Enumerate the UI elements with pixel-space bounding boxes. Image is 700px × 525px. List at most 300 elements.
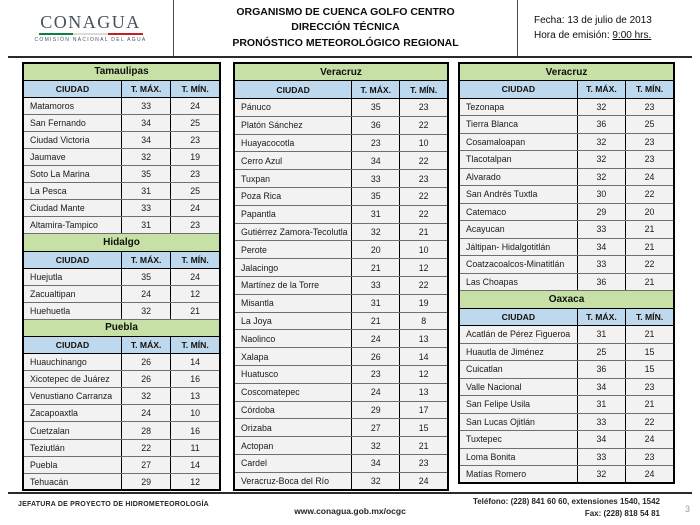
table-row [459,448,674,466]
city-cell: Misantla [234,294,352,312]
tmax-cell: 35 [352,99,400,117]
table-row [23,97,220,114]
tmin-cell: 8 [400,312,448,330]
tmin-cell: 13 [171,388,220,405]
column-header-row [23,251,220,268]
table-row [459,186,674,204]
table-row [234,134,448,152]
table-row [234,437,448,455]
table-row [234,455,448,473]
tmax-cell: 32 [577,133,625,151]
tmin-cell: 19 [171,148,220,165]
table-row [234,419,448,437]
city-cell: San Fernando [23,114,122,131]
tmin-cell: 21 [626,221,674,239]
table-row [23,388,220,405]
table-row [234,472,448,490]
city-cell: Cardel [234,455,352,473]
title-line-3: PRONÓSTICO METEOROLÓGICO REGIONAL [232,36,459,49]
city-cell: Tehuacán [23,473,122,490]
city-cell: Martínez de la Torre [234,277,352,295]
city-cell: Coatzacoalcos-Minatitlán [459,256,577,274]
city-cell: San Felipe Usila [459,396,577,414]
city-cell: Huehuetla [23,302,122,319]
city-cell: Acayucan [459,221,577,239]
tmax-cell: 31 [352,205,400,223]
table-row [23,148,220,165]
tmax-cell: 24 [122,405,171,422]
tmin-cell: 23 [626,378,674,396]
city-cell: Xalapa [234,348,352,366]
city-cell: Actopan [234,437,352,455]
tmin-cell: 13 [400,330,448,348]
table-row [23,114,220,131]
table-row [23,131,220,148]
city-cell: Cuetzalan [23,422,122,439]
column-header-row [459,308,674,326]
tmax-cell: 33 [352,277,400,295]
city-cell: Acatlán de Pérez Figueroa [459,326,577,344]
flag-stripe-icon [39,33,143,35]
tmax-cell: 24 [352,330,400,348]
city-cell: Huejutla [23,268,122,285]
tmin-cell: 24 [171,200,220,217]
tmin-cell: 23 [400,455,448,473]
tmax-cell: 35 [352,188,400,206]
tmax-cell: 32 [577,466,625,484]
tmax-cell: 33 [122,200,171,217]
city-cell: Tuxpan [234,170,352,188]
tmin-cell: 24 [400,472,448,490]
column-header-row [234,81,448,99]
tmin-cell: 12 [171,473,220,490]
tmin-column-header: T. MÍN. [171,251,220,268]
table-row [23,285,220,302]
table-row [23,166,220,183]
tmax-cell: 26 [352,348,400,366]
city-cell: Tierra Blanca [459,116,577,134]
tmax-cell: 33 [577,221,625,239]
footer-phone: Teléfono: (228) 841 60 60, extensiones 1540, 1542 [472,497,660,506]
table-row [23,302,220,319]
city-cell: Loma Bonita [459,448,577,466]
state-band-row [23,234,220,251]
city-cell: Catemaco [459,203,577,221]
tmin-cell: 21 [626,326,674,344]
column-header-row [23,80,220,97]
tmax-cell: 32 [352,223,400,241]
tmax-cell: 33 [577,413,625,431]
tmax-cell: 32 [122,148,171,165]
table-row [459,378,674,396]
city-cell: Platón Sánchez [234,116,352,134]
table-row [234,259,448,277]
city-column-header: CIUDAD [459,81,577,99]
state-band-row [23,63,220,80]
table-row [459,466,674,484]
logo-wordmark: CONAGUA [40,12,141,32]
issue-time-label: Hora de emisión: [534,30,613,41]
tmax-cell: 32 [577,98,625,116]
tmin-cell: 14 [400,348,448,366]
state-header: Tamaulipas [23,63,220,80]
tmax-column-header: T. MÁX. [122,251,171,268]
tmin-cell: 25 [171,114,220,131]
tmax-column-header: T. MÁX. [122,337,171,354]
tmin-cell: 22 [400,188,448,206]
tmax-cell: 36 [577,116,625,134]
tmax-cell: 36 [577,273,625,291]
footer-website: www.conagua.gob.mx/ocgc [294,506,406,516]
tmax-cell: 27 [352,419,400,437]
city-cell: Zacualtipan [23,285,122,302]
table-row [23,456,220,473]
tmax-cell: 34 [352,455,400,473]
tmin-column-header: T. MÍN. [626,308,674,326]
tmin-cell: 14 [171,354,220,371]
tmin-column-header: T. MÍN. [626,81,674,99]
tmax-cell: 29 [122,473,171,490]
table-row [459,256,674,274]
table-row [234,366,448,384]
state-band-row [459,63,674,81]
flag-white-segment [73,33,108,35]
footer-divider-rule [8,492,692,494]
tmax-cell: 34 [122,131,171,148]
city-cell: Matías Romero [459,466,577,484]
table-row [23,439,220,456]
city-cell: Soto La Marina [23,166,122,183]
forecast-table [233,62,449,491]
table-row [459,98,674,116]
state-header: Veracruz [234,63,448,81]
tmin-cell: 24 [626,168,674,186]
city-cell: San Andrés Tuxtla [459,186,577,204]
issue-date: Fecha: 13 de julio de 2013 [534,14,652,26]
tmax-cell: 23 [352,134,400,152]
table-row [459,133,674,151]
tmin-cell: 21 [626,273,674,291]
city-cell: Tlacotalpan [459,151,577,169]
tmax-cell: 31 [352,294,400,312]
state-header: Puebla [23,319,220,336]
city-cell: San Lucas Ojitlán [459,413,577,431]
tmax-cell: 24 [122,285,171,302]
footer-fax: Fax: (228) 818 54 81 [584,508,660,518]
city-cell: Jalacingo [234,259,352,277]
city-cell: Tuxtepec [459,431,577,449]
city-column-header: CIUDAD [23,80,122,97]
tmin-cell: 20 [626,203,674,221]
city-column-header: CIUDAD [23,337,122,354]
tmax-cell: 32 [122,302,171,319]
tmax-cell: 20 [352,241,400,259]
city-cell: Jáltipan- Hidalgotitlán [459,238,577,256]
city-cell: Veracruz-Boca del Río [234,472,352,490]
city-cell: Matamoros [23,97,122,114]
table-row [459,238,674,256]
tmin-cell: 21 [400,437,448,455]
tmax-cell: 34 [352,152,400,170]
tmin-cell: 24 [171,268,220,285]
tmin-cell: 22 [626,413,674,431]
document-header [8,0,692,56]
city-cell: Huauchinango [23,354,122,371]
tmin-cell: 23 [626,151,674,169]
city-cell: Altamira-Tampico [23,217,122,234]
city-cell: Poza Rica [234,188,352,206]
column-header-row [23,337,220,354]
tmax-column-header: T. MÁX. [122,80,171,97]
tmax-cell: 34 [122,114,171,131]
city-cell: Ciudad Victoria [23,131,122,148]
table-row [459,273,674,291]
state-band-row [234,63,448,81]
tmin-cell: 25 [626,116,674,134]
table-row [234,223,448,241]
forecast-column-1 [22,62,221,491]
forecast-table [22,62,221,491]
column-header-row [459,81,674,99]
tmax-cell: 34 [577,238,625,256]
table-row [459,168,674,186]
table-row [459,413,674,431]
tmin-cell: 24 [171,97,220,114]
tmin-cell: 15 [626,343,674,361]
table-row [234,170,448,188]
flag-red-segment [108,33,143,35]
tmin-cell: 22 [626,256,674,274]
state-header: Hidalgo [23,234,220,251]
tmax-cell: 25 [577,343,625,361]
tmax-cell: 36 [577,361,625,379]
tmin-cell: 14 [171,456,220,473]
city-column-header: CIUDAD [459,308,577,326]
tmax-cell: 33 [352,170,400,188]
tmax-cell: 26 [122,371,171,388]
tmin-cell: 23 [626,133,674,151]
tmin-cell: 13 [400,383,448,401]
footer-department: JEFATURA DE PROYECTO DE HIDROMETEOROLOGÍA [18,501,209,508]
tmin-cell: 22 [400,205,448,223]
tmin-cell: 12 [400,366,448,384]
tmax-cell: 28 [122,422,171,439]
city-cell: Xicotepec de Juárez [23,371,122,388]
tmax-cell: 21 [352,312,400,330]
city-cell: Perote [234,241,352,259]
city-cell: Huatusco [234,366,352,384]
tmax-cell: 33 [577,448,625,466]
tmax-cell: 21 [352,259,400,277]
city-cell: Cuicatlan [459,361,577,379]
table-row [23,354,220,371]
tmax-cell: 22 [122,439,171,456]
tmin-cell: 10 [400,241,448,259]
tmax-cell: 30 [577,186,625,204]
table-row [234,277,448,295]
tmin-cell: 22 [626,186,674,204]
table-row [234,152,448,170]
header-divider-rule [8,56,692,58]
tmax-cell: 24 [352,383,400,401]
footer-contact [473,496,660,519]
tmin-cell: 15 [400,419,448,437]
tmin-cell: 23 [626,98,674,116]
tmin-cell: 17 [400,401,448,419]
city-cell: La Pesca [23,183,122,200]
tmin-cell: 22 [400,152,448,170]
table-row [459,326,674,344]
city-cell: Gutiérrez Zamora-Tecolutla [234,223,352,241]
tmin-cell: 10 [400,134,448,152]
tmax-cell: 27 [122,456,171,473]
tmax-cell: 33 [577,256,625,274]
city-cell: Huayacocotla [234,134,352,152]
table-row [234,312,448,330]
flag-green-segment [39,33,74,35]
tmax-cell: 32 [352,437,400,455]
city-cell: Coscomatepec [234,383,352,401]
city-cell: Pánuco [234,99,352,117]
city-cell: Papantla [234,205,352,223]
city-column-header: CIUDAD [23,251,122,268]
tmax-cell: 23 [352,366,400,384]
tmax-cell: 33 [122,97,171,114]
table-row [234,188,448,206]
tmax-cell: 31 [577,326,625,344]
state-band-row [23,319,220,336]
table-row [459,116,674,134]
logo-subtitle: COMISIÓN NACIONAL DEL AGUA [34,37,147,43]
table-row [23,268,220,285]
city-cell: Alvarado [459,168,577,186]
tmax-cell: 26 [122,354,171,371]
tmax-cell: 35 [122,166,171,183]
tmin-cell: 24 [626,466,674,484]
table-row [459,396,674,414]
tmax-cell: 32 [122,388,171,405]
tmax-cell: 31 [577,396,625,414]
tmin-cell: 23 [171,131,220,148]
table-row [234,401,448,419]
city-cell: Huautla de Jiménez [459,343,577,361]
issue-info [518,0,692,56]
city-cell: Cosamaloapan [459,133,577,151]
table-row [234,330,448,348]
tmin-column-header: T. MÍN. [171,80,220,97]
table-row [23,473,220,490]
tmin-cell: 21 [626,238,674,256]
tmax-cell: 34 [577,431,625,449]
city-cell: Venustiano Carranza [23,388,122,405]
tmin-cell: 11 [171,439,220,456]
tmax-cell: 29 [352,401,400,419]
tmax-cell: 32 [577,151,625,169]
tmax-column-header: T. MÁX. [352,81,400,99]
tmax-cell: 32 [577,168,625,186]
table-row [459,221,674,239]
tmin-cell: 21 [400,223,448,241]
table-row [234,205,448,223]
table-row [234,116,448,134]
city-column-header: CIUDAD [234,81,352,99]
city-cell: Valle Nacional [459,378,577,396]
tmax-cell: 31 [122,183,171,200]
page-number: 3 [684,504,690,514]
table-row [23,371,220,388]
tmin-cell: 12 [171,285,220,302]
table-row [459,361,674,379]
tmin-cell: 23 [626,448,674,466]
issue-time-value: 9:00 hrs. [612,30,652,41]
tmin-cell: 15 [626,361,674,379]
tmin-column-header: T. MÍN. [171,337,220,354]
city-cell: Cerro Azul [234,152,352,170]
tmax-column-header: T. MÁX. [577,308,625,326]
state-header: Oaxaca [459,291,674,309]
table-row [234,294,448,312]
tmax-column-header: T. MÁX. [577,81,625,99]
forecast-column-2 [233,62,449,491]
tmin-cell: 23 [171,166,220,183]
city-cell: Puebla [23,456,122,473]
tmax-cell: 29 [577,203,625,221]
conagua-logo [8,0,174,56]
tmax-cell: 35 [122,268,171,285]
tmax-cell: 31 [122,217,171,234]
table-row [459,343,674,361]
tmin-cell: 16 [171,422,220,439]
city-cell: La Joya [234,312,352,330]
tmin-cell: 23 [400,99,448,117]
city-cell: Zacapoaxtla [23,405,122,422]
table-row [459,151,674,169]
title-line-2: DIRECCIÓN TÉCNICA [291,21,400,34]
tmin-cell: 23 [171,217,220,234]
document-title [174,0,518,56]
tmin-column-header: T. MÍN. [400,81,448,99]
city-cell: Las Choapas [459,273,577,291]
tmin-cell: 21 [171,302,220,319]
city-cell: Naolinco [234,330,352,348]
table-row [234,241,448,259]
city-cell: Orizaba [234,419,352,437]
tmin-cell: 25 [171,183,220,200]
tmin-cell: 23 [400,170,448,188]
city-cell: Ciudad Mante [23,200,122,217]
tmin-cell: 16 [171,371,220,388]
tmin-cell: 24 [626,431,674,449]
table-row [459,431,674,449]
table-row [23,422,220,439]
state-band-row [459,291,674,309]
table-row [23,405,220,422]
table-row [234,383,448,401]
state-header: Veracruz [459,63,674,81]
tmin-cell: 22 [400,277,448,295]
table-row [23,183,220,200]
city-cell: Teziutlán [23,439,122,456]
tmax-cell: 32 [352,472,400,490]
table-row [459,203,674,221]
city-cell: Córdoba [234,401,352,419]
table-row [23,200,220,217]
table-row [23,217,220,234]
forecast-table [458,62,675,484]
table-row [234,348,448,366]
tmin-cell: 12 [400,259,448,277]
issue-time [534,28,692,44]
